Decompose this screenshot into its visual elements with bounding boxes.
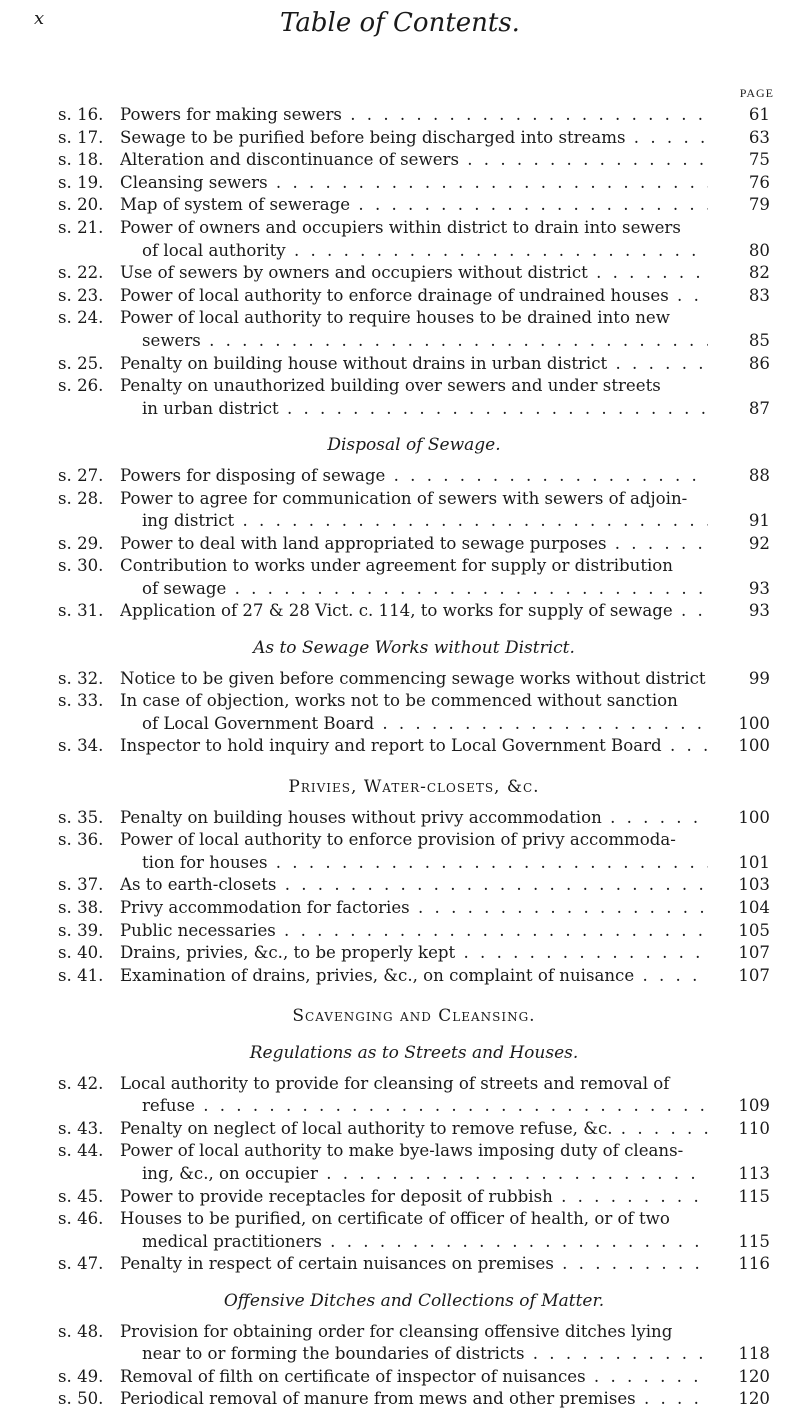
- toc-entry-line: [58, 965, 770, 988]
- entry-text: [120, 375, 708, 398]
- toc-entry-line: [58, 194, 770, 217]
- entry-text: [120, 942, 708, 965]
- leader-dots: [673, 601, 708, 620]
- page-number: 61: [748, 105, 770, 124]
- toc-entry-line: [58, 807, 770, 830]
- leader-dots: [322, 1232, 708, 1251]
- leader-dots: [350, 195, 708, 214]
- entry-text-span: Power to agree for communication of sewers with sewers of adjoin-: [120, 488, 688, 508]
- leader-dots: [276, 921, 708, 940]
- entry-text-span: Powers for making sewers: [120, 105, 342, 124]
- section-number: s. 35.: [58, 807, 104, 827]
- page-number: 100: [738, 736, 770, 756]
- section-heading: Privies, Water-closets, &c.: [288, 777, 540, 798]
- page-number: 75: [748, 150, 770, 170]
- toc-entry-line: [58, 1118, 770, 1141]
- entry-text-span: Power to deal with land appropriated to sewage purposes: [120, 533, 607, 553]
- section-number: s. 47.: [58, 1254, 104, 1274]
- entry-text-span: Alteration and discontinuance of sewers: [120, 150, 459, 170]
- leader-dots: [279, 399, 708, 418]
- entry-text-span: ing, &c., on occupier: [142, 1163, 318, 1183]
- leader-dots: [607, 354, 708, 373]
- toc-entry-line: [58, 285, 770, 308]
- entry-text-span: Powers for disposing of sewage: [120, 465, 386, 485]
- leader-dots: [276, 875, 708, 894]
- toc-entry-line: [58, 488, 770, 511]
- entry-text-span: Power to provide receptacles for deposit of rubbish: [120, 1186, 553, 1206]
- section-number: s. 17.: [58, 127, 104, 147]
- entry-text-span: Contribution to works under agreement for supply or distribution: [120, 556, 673, 576]
- section-number: s. 46.: [58, 1209, 104, 1229]
- entry-text-span: Power of owners and occupiers within district to drain into sewers: [120, 217, 681, 237]
- section-number: s. 24.: [58, 308, 104, 328]
- page-number: 107: [738, 943, 770, 963]
- entry-text-span: Application of 27 & 28 Vict. c. 114, to works for supply of sewage: [120, 601, 673, 621]
- entry-text-span: Periodical removal of manure from mews and other premises: [120, 1389, 636, 1409]
- entry-text: [120, 852, 708, 875]
- toc-entry-line: [58, 1186, 770, 1209]
- page-number: 85: [748, 330, 770, 350]
- entry-text-span: refuse: [142, 1096, 195, 1116]
- entry-text: [120, 1118, 708, 1141]
- entry-text: [120, 1343, 708, 1366]
- entry-text-span: Houses to be purified, on certificate of officer of health, or of two: [120, 1209, 670, 1229]
- toc-entry-line: [58, 1321, 770, 1344]
- page-number: 113: [738, 1163, 770, 1183]
- leader-dots: [524, 1344, 708, 1363]
- entry-text: [120, 713, 708, 736]
- leader-dots: [201, 331, 708, 350]
- toc-entry-line: [58, 1163, 770, 1186]
- page-number: 93: [748, 601, 770, 621]
- page-number: 76: [748, 172, 770, 192]
- toc-entry-line: [58, 852, 770, 875]
- toc-entry-line: [58, 533, 770, 556]
- section-number: s. 31.: [58, 601, 104, 621]
- section-number: s. 26.: [58, 376, 104, 396]
- page-header: [0, 8, 800, 38]
- leader-dots: [459, 150, 708, 169]
- entry-text: [120, 555, 708, 578]
- toc-entry-line: [58, 307, 770, 330]
- page-number: 115: [738, 1186, 770, 1206]
- entry-text-span: Sewage to be purified before being discharged into streams: [120, 127, 626, 147]
- entry-text: [120, 398, 708, 421]
- entry-text: [120, 1388, 708, 1411]
- entry-text: [120, 874, 708, 897]
- section-heading: Offensive Ditches and Collections of Matter.: [223, 1290, 605, 1311]
- section-number: s. 32.: [58, 668, 104, 688]
- leader-dots: [268, 173, 708, 192]
- toc-entry-line: [58, 920, 770, 943]
- entry-text-span: of local authority: [142, 240, 286, 260]
- leader-dots: [267, 853, 708, 872]
- toc-entry-line: [58, 668, 770, 691]
- toc-entry-line: [58, 104, 770, 127]
- entry-text-span: Public necessaries: [120, 920, 276, 940]
- entry-text: [120, 465, 708, 488]
- entry-text: [120, 194, 708, 217]
- toc-entry-line: [58, 897, 770, 920]
- entry-text-span: As to earth-closets: [120, 875, 277, 895]
- entry-text: [120, 510, 708, 533]
- toc-entry-line: [58, 127, 770, 150]
- leader-dots: [634, 966, 708, 985]
- page-number: 87: [748, 398, 770, 418]
- leader-dots: [385, 466, 708, 485]
- section-number: s. 38.: [58, 898, 104, 917]
- entry-text: [120, 578, 708, 601]
- section-number: s. 44.: [58, 1141, 104, 1161]
- section-number: s. 27.: [58, 465, 104, 485]
- entry-text-span: Power of local authority to require houses to be drained into new: [120, 308, 670, 328]
- section-number: s. 28.: [58, 488, 104, 508]
- leader-dots: [286, 241, 708, 260]
- entry-text: [120, 829, 708, 852]
- page-number: 101: [738, 852, 770, 872]
- toc-entry-line: [58, 510, 770, 533]
- entry-text-span: of Local Government Board: [142, 713, 375, 733]
- section-number: s. 39.: [58, 920, 104, 940]
- leader-dots: [554, 1254, 708, 1273]
- page-column-label: PAGE: [739, 86, 774, 100]
- section-number: s. 33.: [58, 691, 104, 711]
- section-number: s. 36.: [58, 830, 104, 850]
- toc-entry-line: [58, 555, 770, 578]
- toc-entry-line: [58, 1095, 770, 1118]
- page-number: 99: [748, 668, 770, 688]
- toc-entry-line: [58, 874, 770, 897]
- section-number: s. 37.: [58, 875, 104, 895]
- entry-text-span: Provision for obtaining order for cleansing offensive ditches lying: [120, 1321, 673, 1341]
- entry-text: [120, 217, 708, 240]
- entry-text: [120, 127, 708, 150]
- entry-text-span: Drains, privies, &c., to be properly kept: [120, 943, 456, 963]
- toc-entry-line: [58, 172, 770, 195]
- toc-entry-line: [58, 942, 770, 965]
- entry-text-span: Examination of drains, privies, &c., on complaint of nuisance: [120, 965, 635, 985]
- entry-text-span: Cleansing sewers: [120, 172, 268, 192]
- toc-entry-line: [58, 735, 770, 758]
- entry-text-span: Power of local authority to enforce provision of privy accommoda-: [120, 830, 676, 850]
- page-number: 91: [748, 511, 770, 531]
- toc-entry-line: [58, 690, 770, 713]
- toc-entry-line: [58, 330, 770, 353]
- entry-text-span: Penalty on neglect of local authority to remove refuse, &c.: [120, 1118, 613, 1138]
- leader-dots: [342, 105, 708, 124]
- entry-text-span: ing district: [142, 511, 235, 531]
- leader-dots: [613, 1119, 708, 1138]
- entry-text: [120, 1163, 708, 1186]
- page-number: 105: [738, 920, 770, 940]
- section-heading: Disposal of Sewage.: [327, 435, 501, 456]
- roman-page-number: x: [34, 8, 45, 29]
- page-number: 115: [738, 1231, 770, 1251]
- leader-dots: [195, 1096, 708, 1115]
- page-number: 120: [738, 1366, 770, 1386]
- page-number: 63: [748, 127, 770, 147]
- entry-text-span: Penalty on building houses without privy accommodation: [120, 807, 602, 827]
- entry-text: [120, 149, 708, 172]
- entry-text-span: In case of objection, works not to be commenced without sanction: [120, 691, 678, 711]
- section-number: s. 19.: [58, 172, 104, 192]
- page-number: 104: [738, 898, 770, 917]
- entry-text: [120, 1186, 708, 1209]
- entry-text-span: Inspector to hold inquiry and report to Local Government Board: [120, 736, 662, 756]
- entry-text-span: Power of local authority to enforce drainage of undrained houses: [120, 285, 669, 305]
- entry-text: [120, 1253, 708, 1276]
- entry-text-span: Penalty in respect of certain nuisances on premises: [120, 1254, 554, 1274]
- toc-entry-line: [58, 1343, 770, 1366]
- entry-text: [120, 600, 708, 623]
- section-number: s. 49.: [58, 1366, 104, 1386]
- entry-text-span: tion for houses: [142, 852, 268, 872]
- entry-text-span: medical practitioners: [142, 1231, 322, 1251]
- entry-text: [120, 488, 708, 511]
- leader-dots: [553, 1187, 708, 1206]
- section-number: s. 41.: [58, 965, 104, 985]
- page-number: 118: [738, 1344, 770, 1364]
- entry-text: [120, 104, 708, 127]
- section-heading: Regulations as to Streets and Houses.: [249, 1042, 579, 1063]
- page-number: 100: [738, 713, 770, 733]
- page-number: 110: [738, 1118, 770, 1138]
- leader-dots: [374, 714, 708, 733]
- leader-dots: [226, 579, 708, 598]
- section-number: s. 50.: [58, 1389, 104, 1409]
- entry-text: [120, 262, 708, 285]
- entry-text: [120, 897, 708, 920]
- section-number: s. 30.: [58, 556, 104, 576]
- page-number: 93: [748, 578, 770, 598]
- section-number: s. 45.: [58, 1186, 104, 1206]
- toc-entry-line: [58, 1388, 770, 1411]
- toc-entry-line: [58, 240, 770, 263]
- toc-entry-line: [58, 829, 770, 852]
- toc-entry-line: [58, 578, 770, 601]
- entry-text: [120, 533, 708, 556]
- entry-text: [120, 330, 708, 353]
- page-number: 86: [748, 353, 770, 373]
- leader-dots: [588, 263, 708, 282]
- toc-entry-line: [58, 353, 770, 376]
- page-number: 120: [738, 1389, 770, 1409]
- leader-dots: [636, 1389, 708, 1408]
- section-number: s. 43.: [58, 1118, 104, 1138]
- section-number: s. 18.: [58, 150, 104, 170]
- section-heading: Scavenging and Cleansing.: [292, 1006, 536, 1027]
- toc-entry-line: [58, 398, 770, 421]
- section-number: s. 34.: [58, 736, 104, 756]
- leader-dots: [410, 898, 708, 917]
- entry-text: [120, 285, 708, 308]
- entry-text-span: near to or forming the boundaries of districts: [142, 1344, 525, 1364]
- entry-text-span: Privy accommodation for factories: [120, 898, 410, 917]
- section-number: s. 29.: [58, 533, 104, 553]
- section-number: s. 40.: [58, 943, 104, 963]
- entry-text-span: Local authority to provide for cleansing of streets and removal of: [120, 1073, 670, 1093]
- page-number: 103: [738, 875, 770, 895]
- page-number: 100: [738, 807, 770, 827]
- running-title: Table of Contents.: [280, 8, 520, 38]
- toc-entry-line: [58, 1208, 770, 1231]
- entry-text: [120, 1140, 708, 1163]
- section-number: s. 21.: [58, 217, 104, 237]
- toc-entry-line: [58, 149, 770, 172]
- toc-entry-line: [58, 465, 770, 488]
- page-number: 83: [748, 285, 770, 305]
- toc-entry-line: [58, 375, 770, 398]
- toc-entry-line: [58, 217, 770, 240]
- toc-entry-line: [58, 1366, 770, 1389]
- section-heading: As to Sewage Works without District.: [253, 638, 575, 659]
- entry-text: [120, 1321, 708, 1344]
- leader-dots: [586, 1367, 708, 1386]
- leader-dots: [455, 943, 708, 962]
- page-number: 116: [738, 1254, 770, 1274]
- entry-text-span: Penalty on unauthorized building over sewers and under streets: [120, 376, 661, 396]
- toc-entry-line: [58, 1253, 770, 1276]
- section-number: s. 42.: [58, 1073, 104, 1093]
- section-number: s. 23.: [58, 285, 104, 305]
- page-number: 82: [748, 263, 770, 283]
- entry-text: [120, 1073, 708, 1096]
- section-number: s. 16.: [58, 105, 104, 124]
- leader-dots: [669, 286, 708, 305]
- entry-text-span: Power of local authority to make bye-laws imposing duty of cleans-: [120, 1141, 684, 1161]
- entry-text: [120, 307, 708, 330]
- entry-text: [120, 690, 708, 713]
- entry-text: [120, 172, 708, 195]
- entry-text-span: Removal of filth on certificate of inspector of nuisances: [120, 1366, 586, 1386]
- entry-text: [120, 965, 708, 988]
- page-number: 92: [748, 533, 770, 553]
- table-of-contents: [58, 104, 770, 1411]
- entry-text-span: Use of sewers by owners and occupiers without district: [120, 263, 588, 283]
- entry-text-span: in urban district: [142, 398, 279, 418]
- toc-entry-line: [58, 1231, 770, 1254]
- toc-entry-line: [58, 1140, 770, 1163]
- leader-dots: [602, 808, 708, 827]
- leader-dots: [318, 1164, 708, 1183]
- page-number: 80: [748, 240, 770, 260]
- section-number: s. 25.: [58, 353, 104, 373]
- page-number: 79: [748, 195, 770, 215]
- entry-text: [120, 920, 708, 943]
- leader-dots: [626, 128, 708, 147]
- entry-text: [120, 1231, 708, 1254]
- entry-text: [120, 807, 708, 830]
- entry-text: [120, 240, 708, 263]
- toc-entry-line: [58, 713, 770, 736]
- entry-text: [120, 1208, 708, 1231]
- leader-dots: [662, 736, 708, 755]
- toc-entry-line: [58, 1073, 770, 1096]
- entry-text: [120, 735, 708, 758]
- section-number: s. 20.: [58, 195, 104, 215]
- entry-text-span: Notice to be given before commencing sewage works without district: [120, 668, 706, 688]
- entry-text-span: sewers: [142, 330, 201, 350]
- page-number: 109: [738, 1096, 770, 1116]
- entry-text: [120, 1366, 708, 1389]
- section-number: s. 22.: [58, 263, 104, 283]
- toc-entry-line: [58, 600, 770, 623]
- entry-text-span: Penalty on building house without drains in urban district: [120, 353, 608, 373]
- toc-entry-line: [58, 262, 770, 285]
- page-number: 107: [738, 965, 770, 985]
- page-number: 88: [748, 465, 770, 485]
- entry-text: [120, 353, 708, 376]
- entry-text-span: of sewage: [142, 578, 227, 598]
- section-number: s. 48.: [58, 1321, 104, 1341]
- entry-text-span: Map of system of sewerage: [120, 195, 351, 215]
- leader-dots: [606, 534, 708, 553]
- entry-text: [120, 1095, 708, 1118]
- leader-dots: [234, 511, 708, 530]
- entry-text: [120, 668, 708, 691]
